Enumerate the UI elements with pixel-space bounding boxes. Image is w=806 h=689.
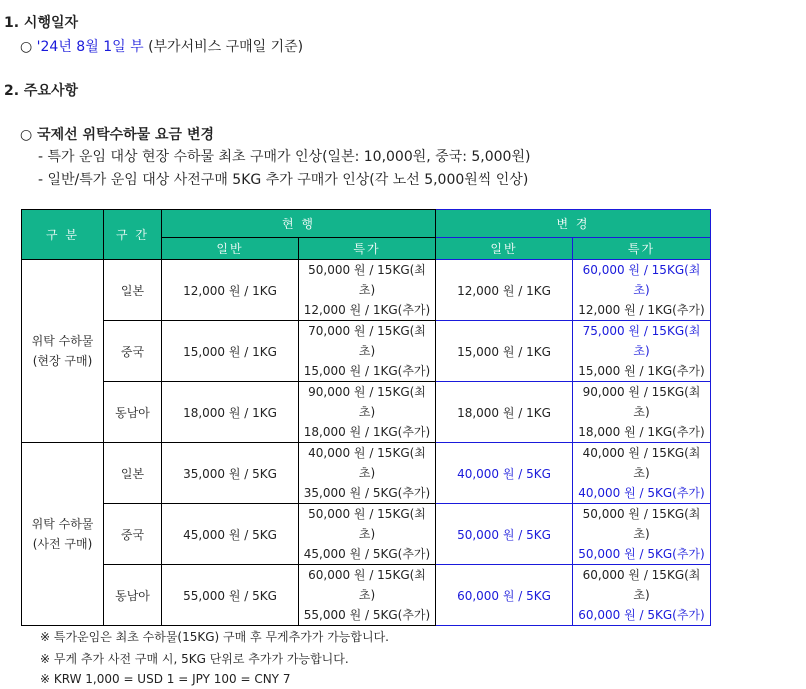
special-fare-line: 40,000 원 / 15KG(최 — [308, 446, 426, 460]
section1-title: 1. 시행일자 — [4, 15, 79, 31]
table-row — [22, 321, 711, 382]
changed-special-cell — [573, 565, 711, 626]
changed-normal-cell: 50,000 원 / 5KG — [436, 504, 573, 565]
special-fare-line: 15,000 원 / 1KG(추가) — [303, 364, 431, 378]
current-normal-cell: 55,000 원 / 5KG — [162, 565, 299, 626]
special-fare-line: 50,000 원 / 5KG(추가) — [578, 547, 705, 561]
current-special-cell — [299, 443, 436, 504]
special-fare-line: 75,000 원 / 15KG(최 — [582, 324, 701, 338]
header-category: 구 분 — [22, 210, 104, 260]
special-fare-line: 40,000 원 / 15KG(최 — [582, 446, 701, 460]
category-label: 위탁 수하물 — [31, 334, 94, 348]
special-fare-line: 초) — [633, 344, 650, 358]
route-cell: 동남아 — [104, 382, 162, 443]
current-normal-cell: 45,000 원 / 5KG — [162, 504, 299, 565]
section2-subtitle: 국제선 위탁수하물 요금 변경 — [37, 127, 215, 143]
route-cell: 중국 — [104, 504, 162, 565]
category-label: 위탁 수하물 — [31, 517, 94, 531]
header-route: 구 간 — [104, 210, 162, 260]
special-fare-line: 50,000 원 / 15KG(최 — [582, 507, 701, 521]
header-changed: 변 경 — [436, 210, 711, 238]
table-row — [22, 260, 711, 321]
special-fare-line: 초) — [358, 527, 376, 541]
header-current-special: 특가 — [299, 238, 436, 260]
fee-table-body — [22, 260, 711, 626]
special-fare-line: 55,000 원 / 5KG(추가) — [303, 608, 431, 622]
section2-subtitle-line — [20, 124, 214, 144]
header-current: 현 행 — [162, 210, 436, 238]
special-fare-line: 45,000 원 / 5KG(추가) — [303, 547, 431, 561]
special-fare-line: 12,000 원 / 1KG(추가) — [578, 303, 705, 317]
category-sublabel: (현장 구매) — [32, 354, 93, 368]
current-normal-cell: 35,000 원 / 5KG — [162, 443, 299, 504]
changed-special-cell — [573, 260, 711, 321]
special-fare-line: 초) — [633, 405, 650, 419]
current-special-cell — [299, 382, 436, 443]
category-cell — [22, 260, 104, 443]
current-special-cell — [299, 260, 436, 321]
special-fare-line: 초) — [633, 588, 650, 602]
changed-normal-cell: 40,000 원 / 5KG — [436, 443, 573, 504]
special-fare-line: 70,000 원 / 15KG(최 — [308, 324, 426, 338]
special-fare-line: 60,000 원 / 15KG(최 — [308, 568, 426, 582]
category-cell — [22, 443, 104, 626]
special-fare-line: 50,000 원 / 15KG(최 — [308, 507, 426, 521]
change-item-2: - 일반/특가 운임 대상 사전구매 5KG 추가 구매가 인상(각 노선 5,000원씩 인상) — [38, 172, 529, 188]
special-fare-line: 15,000 원 / 1KG(추가) — [578, 364, 705, 378]
category-sublabel: (사전 구매) — [32, 537, 93, 551]
special-fare-line: 초) — [358, 344, 376, 358]
special-fare-line: 90,000 원 / 15KG(최 — [308, 385, 426, 399]
changed-normal-cell: 15,000 원 / 1KG — [436, 321, 573, 382]
special-fare-line: 60,000 원 / 15KG(최 — [582, 568, 701, 582]
change-item-1: - 특가 운임 대상 현장 수하물 최초 구매가 인상(일본: 10,000원, 중국: 5,000원) — [38, 149, 531, 165]
route-cell: 일본 — [104, 443, 162, 504]
current-special-cell — [299, 321, 436, 382]
note-2: ※ 무게 추가 사전 구매 시, 5KG 단위로 추가가 가능합니다. — [40, 652, 349, 666]
special-fare-line: 초) — [633, 283, 650, 297]
changed-normal-cell: 60,000 원 / 5KG — [436, 565, 573, 626]
route-cell: 일본 — [104, 260, 162, 321]
note-3: ※ KRW 1,000 = USD 1 = JPY 100 = CNY 7 — [40, 672, 291, 686]
section1-line — [20, 36, 303, 56]
special-fare-line: 초) — [358, 283, 376, 297]
current-normal-cell: 12,000 원 / 1KG — [162, 260, 299, 321]
changed-normal-cell: 12,000 원 / 1KG — [436, 260, 573, 321]
current-special-cell — [299, 504, 436, 565]
changed-special-cell — [573, 382, 711, 443]
current-normal-cell: 15,000 원 / 1KG — [162, 321, 299, 382]
effective-date: '24년 8월 1일 부 — [36, 39, 144, 55]
changed-special-cell — [573, 443, 711, 504]
special-fare-line: 50,000 원 / 15KG(최 — [308, 263, 426, 277]
special-fare-line: 12,000 원 / 1KG(추가) — [303, 303, 431, 317]
current-special-cell — [299, 565, 436, 626]
special-fare-line: 18,000 원 / 1KG(추가) — [303, 425, 431, 439]
changed-normal-cell: 18,000 원 / 1KG — [436, 382, 573, 443]
table-row — [22, 382, 711, 443]
header-current-normal: 일반 — [162, 238, 299, 260]
fee-table — [21, 209, 711, 626]
special-fare-line: 초) — [633, 527, 650, 541]
header-changed-normal: 일반 — [436, 238, 573, 260]
special-fare-line: 초) — [358, 466, 376, 480]
header-changed-special: 특가 — [573, 238, 711, 260]
table-row — [22, 565, 711, 626]
current-normal-cell: 18,000 원 / 1KG — [162, 382, 299, 443]
special-fare-line: 18,000 원 / 1KG(추가) — [578, 425, 705, 439]
special-fare-line: 60,000 원 / 5KG(추가) — [578, 608, 705, 622]
special-fare-line: 초) — [633, 466, 650, 480]
effective-date-note: (부가서비스 구매일 기준) — [148, 39, 304, 55]
route-cell: 중국 — [104, 321, 162, 382]
table-row — [22, 504, 711, 565]
special-fare-line: 60,000 원 / 15KG(최 — [582, 263, 701, 277]
note-1: ※ 특가운임은 최초 수하물(15KG) 구매 후 무게추가가 가능합니다. — [40, 630, 389, 644]
special-fare-line: 초) — [358, 405, 376, 419]
section2-title: 2. 주요사항 — [4, 83, 79, 99]
special-fare-line: 90,000 원 / 15KG(최 — [582, 385, 701, 399]
changed-special-cell — [573, 321, 711, 382]
bullet: ○ — [20, 127, 33, 143]
bullet: ○ — [20, 39, 33, 55]
special-fare-line: 초) — [358, 588, 376, 602]
special-fare-line: 35,000 원 / 5KG(추가) — [303, 486, 431, 500]
special-fare-line: 40,000 원 / 5KG(추가) — [578, 486, 705, 500]
table-row — [22, 443, 711, 504]
changed-special-cell — [573, 504, 711, 565]
route-cell: 동남아 — [104, 565, 162, 626]
